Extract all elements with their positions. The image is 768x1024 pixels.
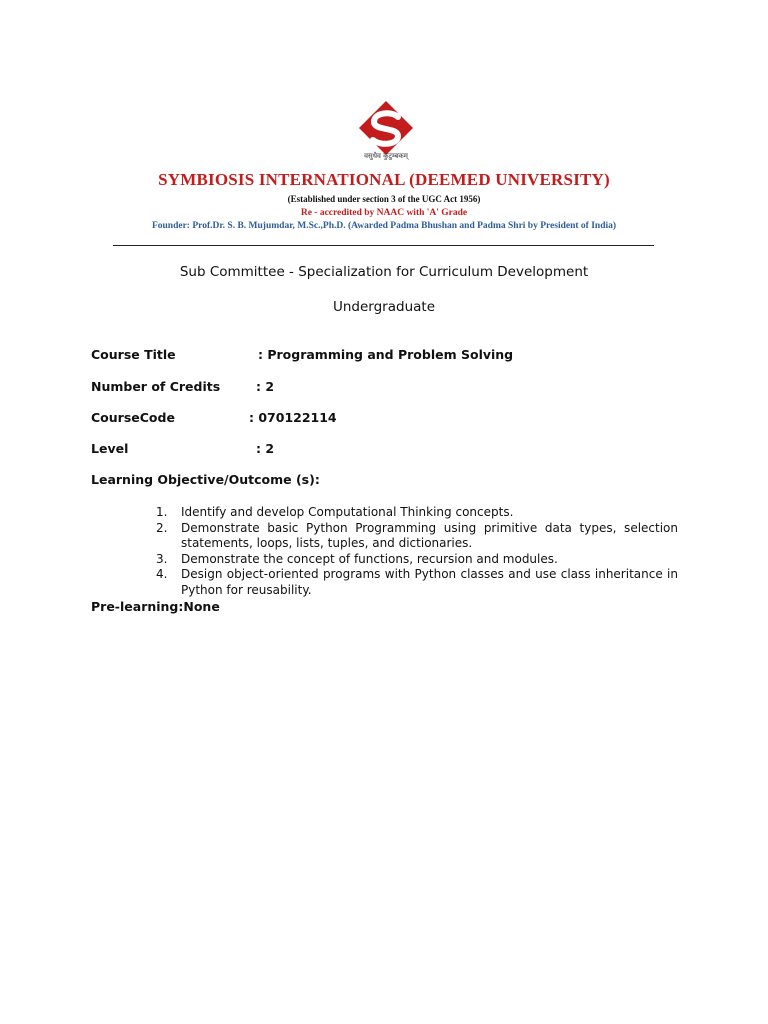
objectives-heading: Learning Objective/Outcome (s): <box>91 472 320 487</box>
subcommittee-heading: Sub Committee - Specialization for Curriculum Development <box>179 264 589 280</box>
credits-label: Number of Credits <box>91 379 221 394</box>
list-item: 1. Identify and develop Computational Thinking concepts. <box>156 505 514 519</box>
list-item: 2. Demonstrate basic Python Programming using primitive data types, selection statements, loops, lists, tuples, and dictionaries. <box>156 520 678 551</box>
course-title-label: Course Title <box>91 347 176 362</box>
header-divider <box>113 245 654 246</box>
symbiosis-s-logo-icon <box>358 100 414 158</box>
accreditation-note: Re - accredited by NAAC with 'A' Grade <box>300 208 468 218</box>
university-motto: वसुधैव कुटुम्बकम् <box>364 152 408 160</box>
list-item: 4. Design object-oriented programs with Python classes and use class inheritance in Python for reusability. <box>156 567 678 597</box>
level-value: : 2 <box>256 441 275 456</box>
objectives-list <box>156 505 678 599</box>
course-code-label: CourseCode <box>91 410 175 425</box>
university-title: SYMBIOSIS INTERNATIONAL (DEEMED UNIVERSITY) <box>158 170 610 189</box>
list-item: 3. Demonstrate the concept of functions, recursion and modules. <box>156 551 558 566</box>
established-note: (Established under section 3 of the UGC Act 1956) <box>287 194 481 204</box>
founder-note: Founder: Prof.Dr. S. B. Mujumdar, M.Sc.,Ph.D. (Awarded Padma Bhushan and Padma Shri by President of India) <box>151 221 617 231</box>
credits-value: : 2 <box>256 379 275 394</box>
program-level-heading: Undergraduate <box>332 299 435 315</box>
course-title-value: : Programming and Problem Solving <box>258 347 514 362</box>
course-code-value: : 070122114 <box>249 410 337 425</box>
prelearning-note: Pre-learning:None <box>91 599 220 614</box>
level-label: Level <box>91 441 129 456</box>
